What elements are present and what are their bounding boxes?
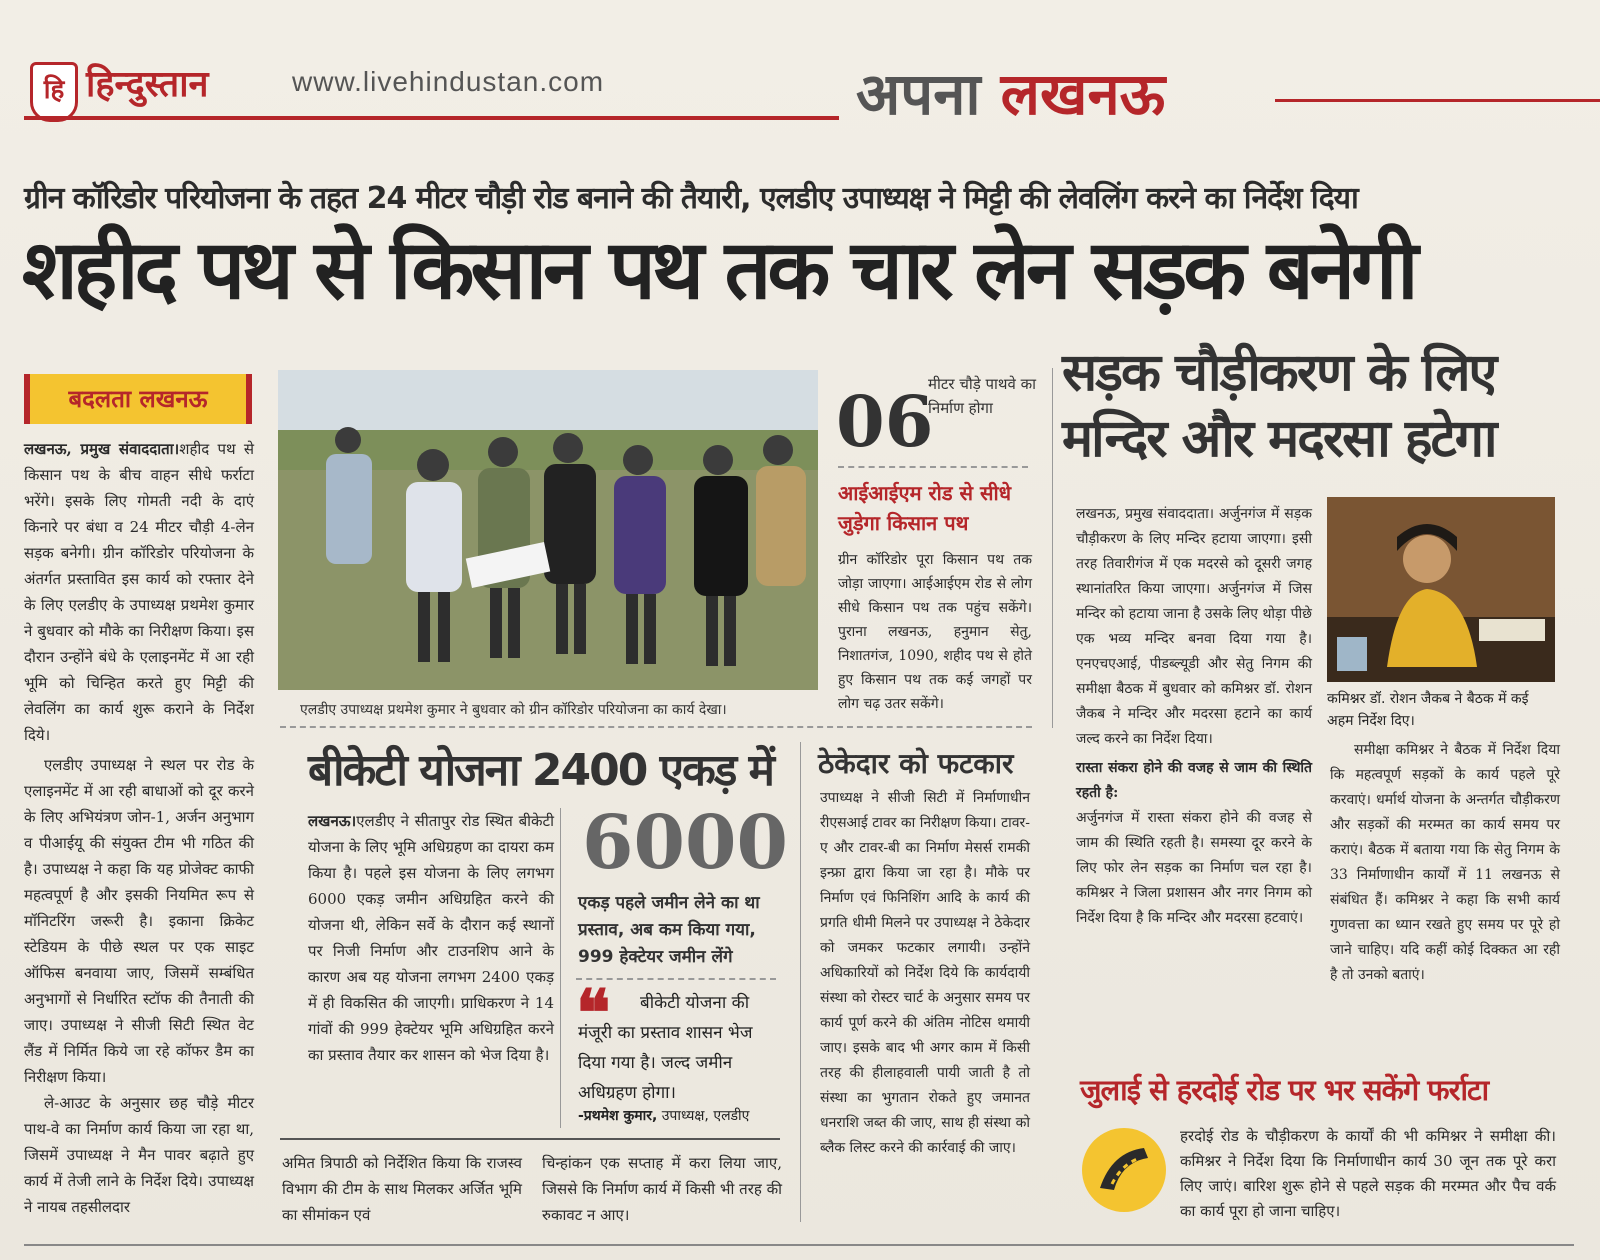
contractor-column-divider — [800, 742, 801, 1222]
lead-headline: शहीद पथ से किसान पथ तक चार लेन सड़क बनेगी — [22, 223, 1415, 318]
lead-para2: एलडीए उपाध्यक्ष ने स्थल पर रोड के एलाइनमेंट में आ रही बाधाओं को दूर करने के लिए अभियंत्रण जोन-1, अर्जन अनुभाग व पीआईयू की संयुक्त टीम भी गठित की है। उपाध्यक्ष ने कहा कि यह प्रोजेक्ट काफी महत्वपूर्ण है और इसकी नियमित रूप से मॉनिटरिंग जरूरी है। इकाना क्रिकेट स्टेडियम के पीछे स्थल पर एक साइट ऑफिस बनवाया जाए, जिसमें सम्बंधित अनुभागों से निर्धारित स्टॉफ की तैनाती की जाए। उपाध्यक्ष ने सीजी सिटी स्थित वेट लैंड में निर्मित किये जा रहे कॉफर डैम का निरीक्षण किया। — [24, 756, 254, 1086]
photo-illustration — [278, 370, 818, 690]
lead-column-text — [24, 436, 254, 1220]
pathway-body: ग्रीन कॉरिडोर पूरा किसान पथ तक जोड़ा जाएगा। आईआईएम रोड से लोग सीधे किसान पथ तक पहुंच सकेंगे। पुराना लखनऊ, हनुमान सेतु, निशातगंज, 1090, शहीद पथ से होते हुए किसान पथ तक कई जगहों पर लोग चढ़ उतर सकेंगे। — [838, 552, 1032, 712]
brand-name: हिन्दुस्तान — [86, 63, 209, 105]
temple-byline: लखनऊ, प्रमुख संवाददाता। — [1076, 506, 1215, 522]
bkt-body: एलडीए ने सीतापुर रोड स्थित बीकेटी योजना के लिए भूमि अधिग्रहण का दायरा कम किया है। पहले इस योजना के लिए लगभग 6000 एकड़ जमीन अधिग्रहित करने की योजना थी, लेकिन सर्वे के दौरान कई स्थानों पर निजी निर्माण और टाउनशिप आने के कारण अब यह योजना लगभग 2400 एकड़ में ही विकसित की जाएगी। प्राधिकरण ने 14 गांवों की 999 हेक्टेयर भूमि अधिग्रहित करने का प्रस्ताव तैयार कर शासन को भेज दिया है। — [308, 812, 554, 1064]
temple-headline-line2: मन्दिर और मदरसा हटेगा — [1062, 409, 1496, 469]
column-divider — [1052, 368, 1053, 728]
section-title — [856, 52, 1165, 131]
pathway-subhead: आईआईएम रोड से सीधे जुड़ेगा किसान पथ — [838, 481, 1012, 535]
website-url: www.livehindustan.com — [292, 66, 605, 97]
bkt-quote-role: उपाध्यक्ष, एलडीए — [661, 1108, 750, 1124]
temple-subhead: रास्ता संकरा होने की वजह से जाम की स्थिति रहती है: — [1076, 760, 1312, 801]
bkt-quote-attribution — [578, 1106, 788, 1125]
road-icon — [1082, 1128, 1166, 1212]
bkt-quote: बीकेटी योजना की मंजूरी का प्रस्ताव शासन भेज दिया गया है। जल्द जमीन अधिग्रहण होगा। — [578, 993, 753, 1103]
commissioner-caption: कमिश्नर डॉ. रोशन जैकब ने बैठक में कई अहम निर्देश दिए। — [1327, 691, 1529, 729]
lead-para1: शहीद पथ से किसान पथ के बीच वाहन सीधे फर्राटा भरेंगे। इसके लिए गोमती नदी के दाएं किनारे पर बंधा व 24 मीटर चौड़ी 4-लेन सड़क बनेगी। ग्रीन कॉरिडोर परियोजना के अंतर्गत प्रस्तावित इस कार्य को रफ्तार देने के लिए एलडीए के उपाध्यक्ष प्रथमेश कुमार ने बुधवार को मौके का निरीक्षण किया। इस दौरान उन्होंने बंधे के एलाइनमेंट में आ रही भूमि को चिन्हित करते हुए मिट्टी की लेवलिंग का कार्य शुरू कराने के निर्देश दिये। — [24, 440, 254, 744]
column-badge: बदलता लखनऊ — [24, 374, 252, 424]
bottom-rule — [24, 1244, 1574, 1246]
lead-para4: अमित त्रिपाठी को निर्देशित किया कि राजस्व विभाग की टीम के साथ मिलकर अर्जित भूमि का सीमांकन एवं — [282, 1154, 522, 1224]
section-title-part2: लखनऊ — [1000, 60, 1166, 128]
masthead-rule-left — [24, 116, 839, 120]
temple-para3: समीक्षा कमिश्नर ने बैठक में निर्देश दिया कि महत्वपूर्ण सड़कों के कार्य पहले पूरे करवाएं। धर्मार्थ योजना के अन्तर्गत चौड़ीकरण और सड़कों की मरम्मत का कार्य समय पर कराएं। बैठक में बताया गया कि सेतु निगम के 33 निर्माणाधीन कार्यों में 11 लखनऊ से संबंधित हैं। कमिश्नर ने कहा कि सभी कार्य गुणवत्ता का ध्यान रखते हुए समय पर पूरे हो जाने चाहिए। यदि कहीं कोई दिक्कत आ रही है तो उनको बताएं। — [1330, 742, 1560, 983]
road-icon-graphic — [1082, 1128, 1166, 1212]
site-inspection-photo — [278, 370, 818, 690]
lead-para5: चिन्हांकन एक सप्ताह में करा लिया जाए, जिससे कि निर्माण कार्य में किसी भी तरह की रुकावट न आए। — [542, 1154, 782, 1224]
quote-icon: ❝ — [576, 976, 611, 1051]
temple-headline-line1: सड़क चौड़ीकरण के लिए — [1062, 343, 1496, 403]
temple-para1: अर्जुनगंज में सड़क चौड़ीकरण के लिए मन्दिर हटाया जाएगा। इसी तरह तिवारीगंज में एक मदरसे को दूसरी जगह स्थानांतरित किया जाएगा। अर्जुनगंज में जिस मन्दिर को हटाया जाना है उसके लिए थोड़ा पीछे एक भव्य मन्दिर बनवा दिया गया है। एनएचएआई, पीडब्ल्यूडी और सेतु निगम की समीक्षा बैठक में बुधवार को कमिश्नर डॉ. रोशन जैकब ने मन्दिर और मदरसा हटाने का कार्य जल्द करने का निर्देश दिया। — [1076, 506, 1313, 747]
lead-byline: लखनऊ, प्रमुख संवाददाता। — [24, 440, 180, 458]
hardoi-headline: जुलाई से हरदोई रोड पर भर सकेंगे फर्राटा — [1080, 1073, 1489, 1107]
commissioner-photo — [1327, 497, 1555, 682]
hardoi-body: हरदोई रोड के चौड़ीकरण के कार्यों की भी कमिश्नर ने समीक्षा की। कमिश्नर ने निर्देश दिया कि निर्माणाधीन कार्य 30 जून तक पूरे करा लिए जाएं। बारिश शुरू होने से पहले सड़क की मरम्मत और पैच वर्क का कार्य पूरा हो जाना चाहिए। — [1180, 1127, 1556, 1220]
section-divider — [280, 726, 1032, 728]
logo-icon: हि — [30, 62, 78, 122]
temple-headline — [1062, 340, 1582, 472]
commissioner-photo-illustration — [1327, 497, 1555, 682]
pathway-number: 06 — [836, 380, 934, 463]
lead-kicker: ग्रीन कॉरिडोर परियोजना के तहत 24 मीटर चौड़ी रोड बनाने की तैयारी, एलडीए उपाध्यक्ष ने मिट्टी की लेवलिंग करने का निर्देश दिया — [24, 181, 1358, 216]
masthead-rule-right — [1275, 99, 1600, 102]
lead-para3: ले-आउट के अनुसार छह चौड़े मीटर पाथ-वे का निर्माण कार्य किया जा रहा था, जिसमें उपाध्यक्ष ने मैन पावर बढ़ाते हुए कार्य में तेजी लाने के निर्देश दिये। उपाध्यक्ष ने नायब तहसीलदार — [24, 1094, 254, 1216]
temple-para2: अर्जुनगंज में रास्ता संकरा होने की वजह से जाम की स्थिति रहती है। समस्या दूर करने के लिए फोर लेन सड़क का निर्माण चल रहा है। कमिश्नर ने जिला प्रशासन और नगर निगम को निर्देश दिया है कि मन्दिर और मदरसा हटवाएं। — [1076, 810, 1312, 926]
pathway-note: मीटर चौड़े पाथवे का निर्माण होगा — [928, 375, 1037, 417]
bkt-big-number-note: एकड़ पहले जमीन लेने का था प्रस्ताव, अब कम किया गया, 999 हेक्टेयर जमीन लेंगे — [578, 893, 760, 967]
bkt-big-number: 6000 — [582, 800, 788, 886]
bkt-headline: बीकेटी योजना 2400 एकड़ में — [308, 745, 773, 796]
contractor-headline: ठेकेदार को फटकार — [818, 747, 1014, 780]
contractor-body: उपाध्यक्ष ने सीजी सिटी में निर्माणाधीन रीएसआई टावर का निरीक्षण किया। टावर-ए और टावर-बी का निर्माण मेसर्स रामकी इन्फ्रा द्वारा किया जा रहा है। मौके पर निर्माण एवं फिनिशिंग आदि के कार्य की प्रगति धीमी मिलने पर उपाध्यक्ष ने ठेकेदार को जमकर फटकार लगायी। उन्होंने अधिकारियों को निर्देश दिये कि कार्यदायी संस्था को रोस्टर चार्ट के अनुसार समय पर कार्य पूर्ण करने की अंतिम नोटिस थमायी जाए। इसके बाद भी अगर काम में किसी तरह की हीलाहवाली पायी जाती है तो संस्था का भुगतान रोकते हुए जमानत धनराशि जब्त की जाए, साथ ही संस्था को ब्लैक लिस्ट करने की कार्रवाई की जाए। — [820, 790, 1030, 1156]
bkt-body-column — [308, 808, 554, 1068]
section-title-part1: अपना — [856, 60, 981, 128]
bkt-quote-author: -प्रथमेश कुमार, — [578, 1108, 658, 1124]
photo-caption: एलडीए उपाध्यक्ष प्रथमेश कुमार ने बुधवार को ग्रीन कॉरिडोर परियोजना का कार्य देखा। — [300, 702, 727, 718]
bkt-column-divider — [560, 808, 561, 1128]
bkt-byline: लखनऊ। — [308, 812, 357, 830]
temple-column-1 — [1076, 502, 1312, 931]
bkt-box-rule — [280, 1138, 780, 1140]
pathway-divider — [838, 466, 1028, 468]
